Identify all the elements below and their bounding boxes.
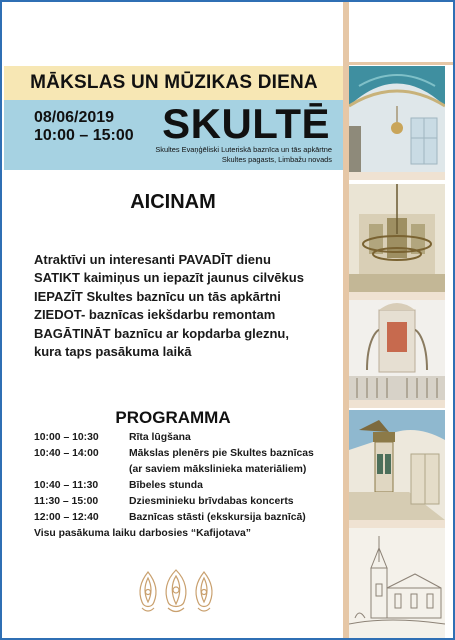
programme-time: 10:00 – 10:30 [34, 432, 99, 443]
ornament-group [134, 568, 218, 614]
venue-line: Skultes Evaņģēliski Luteriskā baznīca un tās apkārtne [155, 145, 332, 154]
page-title: MĀKSLAS UN MŪZIKAS DIENA [30, 72, 318, 93]
invite-line: IEPAZĪT Skultes baznīcu un tās apkārtni [34, 288, 281, 304]
divider-line [349, 62, 455, 65]
event-date: 08/06/2019 [34, 109, 115, 126]
venue-region: Skultes pagasts, Limbažu novads [221, 155, 332, 164]
programme-activity: Mākslas plenērs pie Skultes baznīcas [129, 448, 314, 459]
programme-activity: Bībeles stunda [129, 480, 203, 491]
lace-ornament-icon [166, 570, 186, 612]
church-dome-photo [349, 66, 445, 172]
pulpit-photo [349, 410, 445, 520]
lace-ornament-icon [196, 572, 212, 611]
programme-row [34, 430, 344, 446]
event-place: SKULTĒ [162, 100, 330, 147]
programme-row [34, 462, 344, 478]
programme-time [34, 462, 129, 478]
invite-line: SATIKT kaimiņus un iepazīt jaunus cilvēkus [34, 270, 304, 286]
church-sketch [349, 528, 445, 638]
invite-line: ZIEDOT- baznīcas iekšdarbu remontam [34, 307, 276, 323]
invite-line: Atraktīvi un interesanti PAVADĪT dienu [34, 252, 271, 267]
title-band [4, 66, 344, 100]
invite-text [34, 251, 342, 361]
invite-heading: AICINAM [130, 191, 216, 213]
programme-time: 10:40 – 14:00 [34, 448, 99, 459]
programme-activity: Baznīcas stāsti (ekskursija baznīcā) [129, 512, 306, 523]
photo-gap [349, 292, 445, 300]
programme-row [34, 510, 344, 526]
lace-ornament-icon [140, 572, 156, 611]
invite-line: kura taps pasākuma laikā [34, 344, 192, 360]
photo-gap [349, 172, 445, 180]
programme-activity: Dziesminieku brīvdabas koncerts [129, 496, 294, 507]
programme-activity: (ar saviem mākslinieka materiāliem) [129, 464, 307, 475]
programme-row [34, 478, 344, 494]
programme-time: 10:40 – 11:30 [34, 480, 99, 491]
programme-note: Visu pasākuma laiku darbosies “Kafijotava” [34, 528, 251, 539]
programme-activity: Rīta lūgšana [129, 432, 191, 443]
programme-time: 12:00 – 12:40 [34, 512, 99, 523]
programme-time: 11:30 – 15:00 [34, 496, 99, 507]
photo-gap [349, 520, 445, 528]
info-band [4, 100, 344, 170]
programme-heading: PROGRAMMA [115, 408, 231, 427]
programme-list [34, 430, 344, 542]
altar-photo [349, 300, 445, 400]
photo-gap [349, 400, 445, 408]
chandelier-photo [349, 184, 445, 292]
invite-line: BAGĀTINĀT baznīcu ar kopdarba gleznu, [34, 325, 289, 341]
programme-row [34, 494, 344, 510]
event-time: 10:00 – 15:00 [34, 127, 134, 144]
programme-row [34, 446, 344, 462]
